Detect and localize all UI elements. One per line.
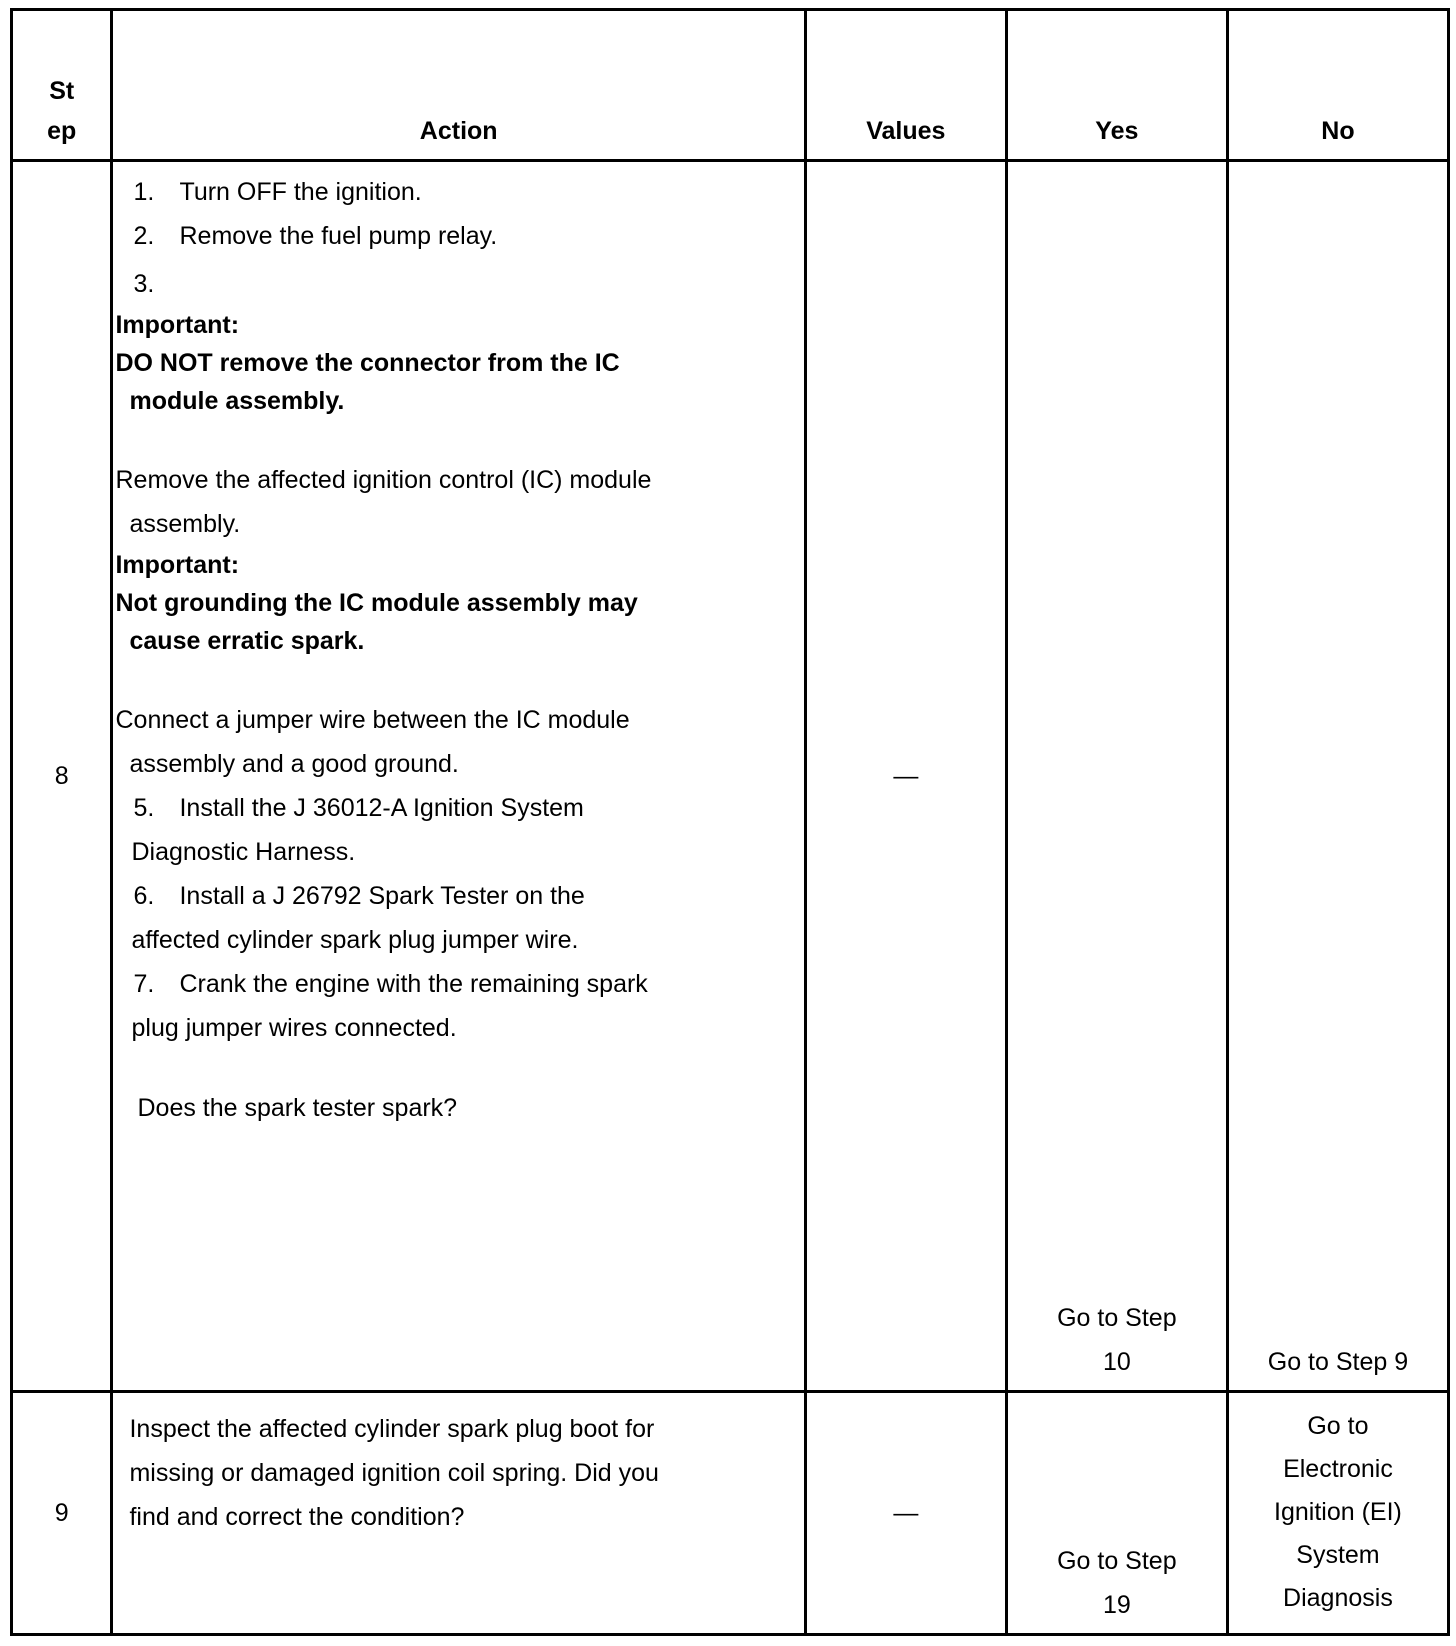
yes-link[interactable] bbox=[1008, 1539, 1226, 1627]
item-text: Turn OFF the ignition. bbox=[179, 178, 422, 206]
step-cell bbox=[12, 1392, 112, 1635]
yes-line: 19 bbox=[1102, 1591, 1131, 1619]
action-paragraph-jumper-wire bbox=[115, 698, 797, 786]
action-cell bbox=[112, 161, 805, 1392]
important-line: module assembly. bbox=[129, 387, 345, 415]
values-text: — bbox=[893, 762, 919, 790]
step-cell bbox=[12, 161, 112, 1392]
item-continuation: Diagnostic Harness. bbox=[131, 838, 356, 866]
action-item-3 bbox=[115, 262, 797, 306]
important-label: Important: bbox=[115, 311, 240, 339]
yes-link[interactable] bbox=[1008, 1296, 1226, 1384]
header-step bbox=[12, 10, 112, 161]
yes-line: 10 bbox=[1102, 1348, 1131, 1376]
header-row bbox=[12, 10, 1449, 161]
action-paragraph-remove-module bbox=[115, 458, 797, 546]
yes-line: Go to Step bbox=[1057, 1304, 1177, 1332]
step-number: 8 bbox=[54, 762, 69, 790]
header-yes bbox=[1006, 10, 1227, 161]
values-cell bbox=[805, 1392, 1006, 1635]
header-step-line2: ep bbox=[47, 117, 77, 145]
header-values-label: Values bbox=[866, 117, 946, 145]
no-line: Ignition (EI) bbox=[1274, 1498, 1402, 1526]
no-line: Go to bbox=[1307, 1412, 1369, 1440]
no-link[interactable] bbox=[1229, 1393, 1447, 1620]
paragraph-line: Remove the affected ignition control (IC) module bbox=[115, 466, 652, 494]
important-line: cause erratic spark. bbox=[129, 627, 365, 655]
no-cell bbox=[1227, 1392, 1448, 1635]
no-line: Electronic bbox=[1283, 1455, 1393, 1483]
action-item-7 bbox=[115, 962, 797, 1006]
no-line: Diagnosis bbox=[1283, 1584, 1393, 1612]
action-line: Inspect the affected cylinder spark plug boot for bbox=[129, 1415, 655, 1443]
no-link[interactable]: Go to Step 9 bbox=[1267, 1348, 1409, 1376]
no-line: System bbox=[1296, 1541, 1380, 1569]
header-values bbox=[805, 10, 1006, 161]
item-number: 2. bbox=[133, 222, 155, 250]
important-line: DO NOT remove the connector from the IC bbox=[115, 349, 620, 377]
header-yes-label: Yes bbox=[1095, 117, 1139, 145]
action-item-1 bbox=[115, 170, 797, 214]
item-text: Install the J 36012-A Ignition System bbox=[179, 794, 584, 822]
item-continuation: affected cylinder spark plug jumper wire. bbox=[131, 926, 579, 954]
item-text: Install a J 26792 Spark Tester on the bbox=[179, 882, 585, 910]
item-number: 3. bbox=[133, 270, 155, 298]
item-number: 5. bbox=[133, 794, 155, 822]
header-action bbox=[112, 10, 805, 161]
important-line: Not grounding the IC module assembly may bbox=[115, 589, 638, 617]
item-continuation: plug jumper wires connected. bbox=[131, 1014, 457, 1042]
step-number: 9 bbox=[54, 1499, 69, 1527]
item-text: Remove the fuel pump relay. bbox=[179, 222, 498, 250]
important-note-1 bbox=[115, 344, 797, 420]
item-number: 7. bbox=[133, 970, 155, 998]
diagnostic-table bbox=[10, 8, 1450, 1636]
paragraph-line: assembly and a good ground. bbox=[129, 750, 459, 778]
header-no bbox=[1227, 10, 1448, 161]
no-cell bbox=[1227, 161, 1448, 1392]
header-step-line1: St bbox=[49, 77, 75, 105]
paragraph-line: assembly. bbox=[129, 510, 241, 538]
header-action-label: Action bbox=[419, 117, 498, 145]
action-item-6 bbox=[115, 874, 797, 918]
action-question: Does the spark tester spark? bbox=[137, 1094, 458, 1122]
yes-cell bbox=[1006, 1392, 1227, 1635]
table-row-step-9 bbox=[12, 1392, 1449, 1635]
item-number: 1. bbox=[133, 178, 155, 206]
action-cell bbox=[112, 1392, 805, 1635]
header-no-label: No bbox=[1321, 117, 1355, 145]
item-number: 6. bbox=[133, 882, 155, 910]
yes-cell bbox=[1006, 161, 1227, 1392]
yes-line: Go to Step bbox=[1057, 1547, 1177, 1575]
important-note-2 bbox=[115, 584, 797, 660]
item-text: Crank the engine with the remaining spark bbox=[179, 970, 648, 998]
action-line: missing or damaged ignition coil spring. Did you bbox=[129, 1459, 659, 1487]
paragraph-line: Connect a jumper wire between the IC module bbox=[115, 706, 630, 734]
table-row-step-8 bbox=[12, 161, 1449, 1392]
values-text: — bbox=[893, 1499, 919, 1527]
action-item-2 bbox=[115, 214, 797, 258]
values-cell bbox=[805, 161, 1006, 1392]
action-line: find and correct the condition? bbox=[129, 1503, 465, 1531]
action-item-5 bbox=[115, 786, 797, 830]
important-label: Important: bbox=[115, 551, 240, 579]
